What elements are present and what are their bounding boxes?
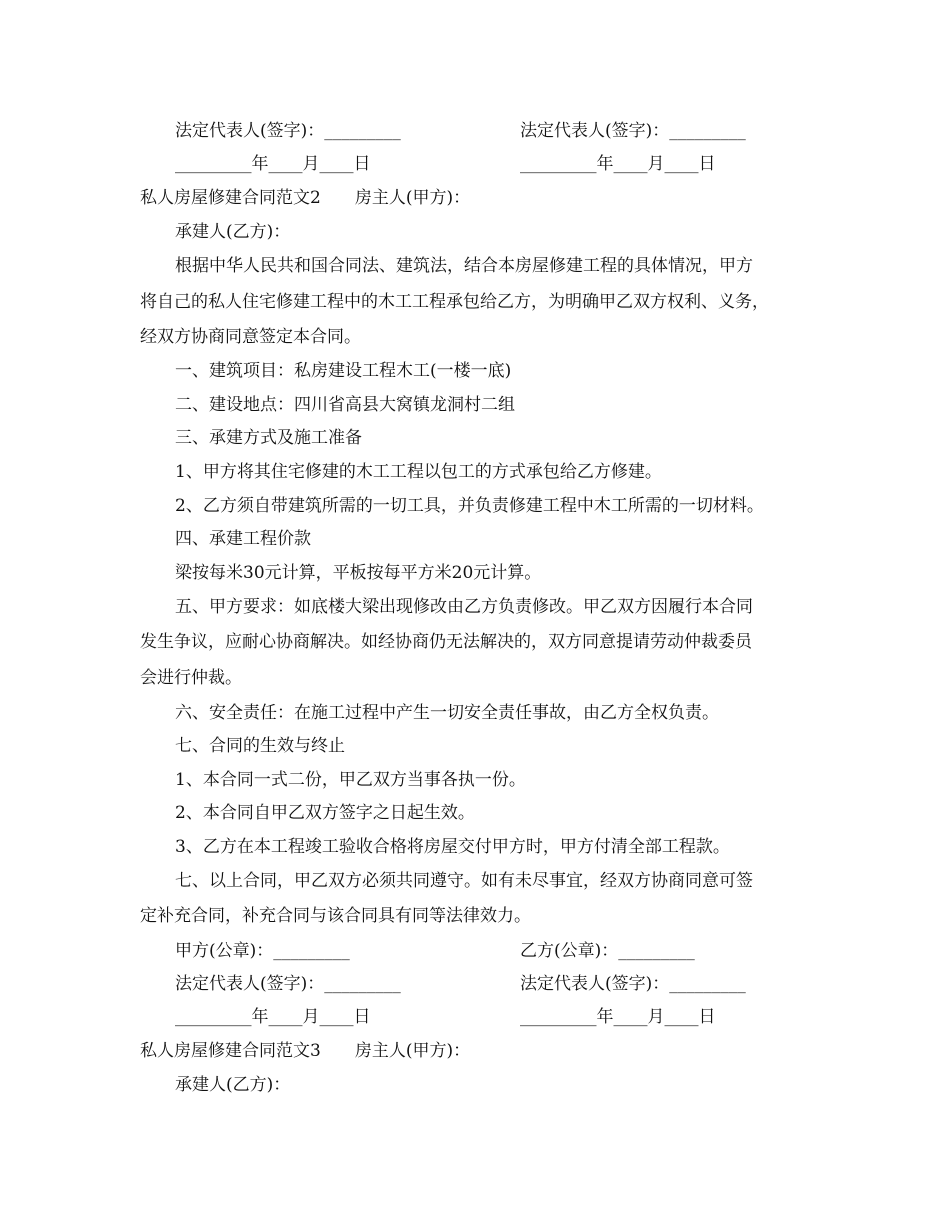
left-date-line: _________年____月____日 (175, 154, 371, 174)
intro-line-1: 根据中华人民共和国合同法、建筑法，结合本房屋修建工程的具体情况，甲方 (175, 256, 753, 276)
right-date-line: _________年____月____日 (520, 154, 716, 174)
clause-price-text: 梁按每米30元计算，平板按每平方米20元计算。 (175, 563, 542, 583)
contract-heading-2: 私人房屋修建合同范文2 房主人(甲方)： (140, 188, 471, 208)
party-b-seal: 乙方(公章)：_________ (520, 941, 695, 961)
contract-heading-3: 私人房屋修建合同范文3 房主人(甲方)： (140, 1041, 471, 1061)
left-representative-signature: 法定代表人(签字)：_________ (175, 121, 401, 141)
clause-validity-heading: 七、合同的生效与终止 (175, 736, 345, 756)
clause-validity-2: 2、本合同自甲乙双方签字之日起生效。 (175, 803, 475, 823)
clause-safety: 六、安全责任：在施工过程中产生一切安全责任事故，由乙方全权负责。 (175, 703, 719, 723)
clause-requirements-line-2: 发生争议，应耐心协商解决。如经协商仍无法解决的，双方同意提请劳动仲裁委员 (140, 632, 752, 652)
clause-requirements-line-3: 会进行仲裁。 (140, 668, 242, 688)
clause-requirements-line-1: 五、甲方要求：如底楼大梁出现修改由乙方负责修改。甲乙双方因履行本合同 (175, 597, 753, 617)
right-representative-signature-2: 法定代表人(签字)：_________ (520, 974, 746, 994)
clause-method-heading: 三、承建方式及施工准备 (175, 428, 362, 448)
clause-price-heading: 四、承建工程价款 (175, 529, 311, 549)
intro-line-3: 经双方协商同意签定本合同。 (140, 327, 361, 347)
left-date-line-2: _________年____月____日 (175, 1007, 371, 1027)
clause-compliance-line-1: 七、以上合同，甲乙双方必须共同遵守。如有未尽事宜，经双方协商同意可签 (175, 871, 753, 891)
right-date-line-2: _________年____月____日 (520, 1007, 716, 1027)
party-a-seal: 甲方(公章)：_________ (175, 941, 350, 961)
clause-validity-1: 1、本合同一式二份，甲乙双方当事各执一份。 (175, 770, 526, 790)
contractor-label-2: 承建人(乙方)： (175, 222, 291, 242)
clause-location: 二、建设地点：四川省高县大窝镇龙洞村二组 (175, 395, 515, 415)
clause-compliance-line-2: 定补充合同，补充合同与该合同具有同等法律效力。 (140, 906, 531, 926)
right-representative-signature: 法定代表人(签字)：_________ (520, 121, 746, 141)
clause-validity-3: 3、乙方在本工程竣工验收合格将房屋交付甲方时，甲方付清全部工程款。 (175, 837, 730, 857)
clause-method-1: 1、甲方将其住宅修建的木工工程以包工的方式承包给乙方修建。 (175, 462, 662, 482)
left-representative-signature-2: 法定代表人(签字)：_________ (175, 974, 401, 994)
clause-method-2: 2、乙方须自带建筑所需的一切工具，并负责修建工程中木工所需的一切材料。 (175, 496, 764, 516)
intro-line-2: 将自己的私人住宅修建工程中的木工工程承包给乙方，为明确甲乙双方权利、义务， (140, 292, 769, 312)
clause-project: 一、建筑项目：私房建设工程木工(一楼一底) (175, 361, 512, 381)
contractor-label-3: 承建人(乙方)： (175, 1075, 291, 1095)
